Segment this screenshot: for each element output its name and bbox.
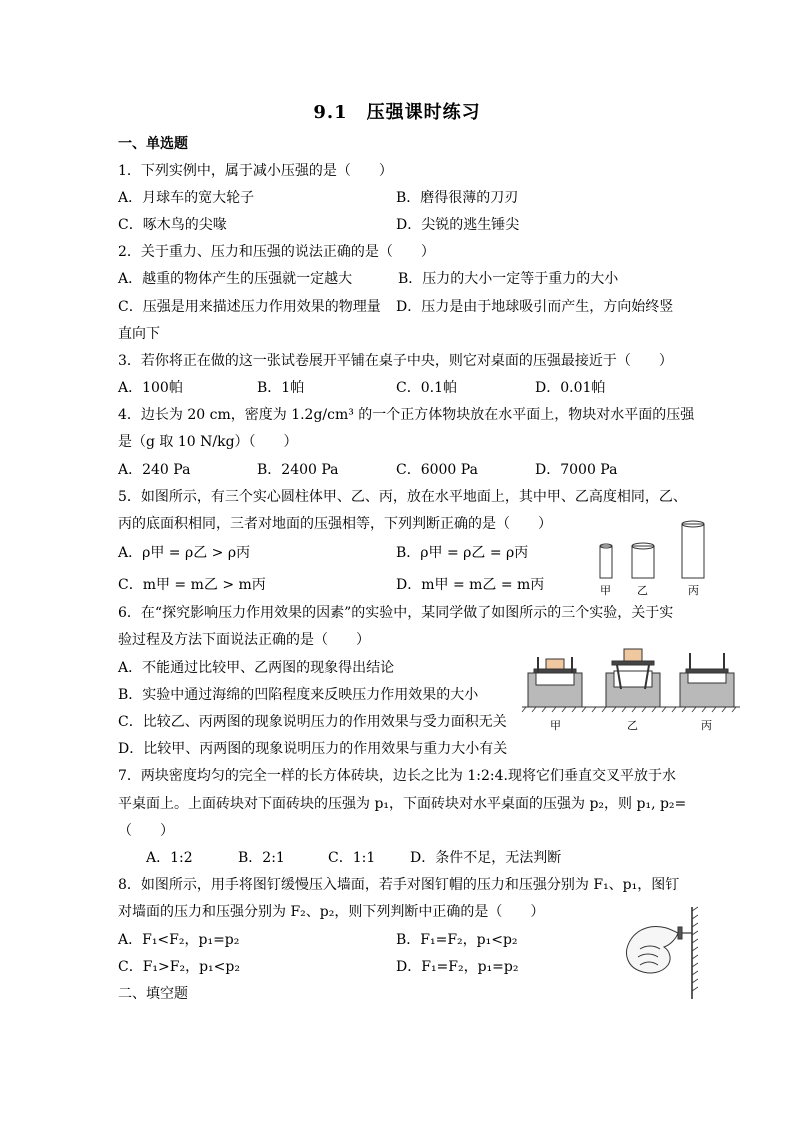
q6-option-d: D．比较甲、丙两图的现象说明压力的作用效果与重力大小有关 xyxy=(118,741,508,757)
q7-option-c: C．1:1 xyxy=(328,850,376,866)
cylinder-label-bing: 丙 xyxy=(688,584,699,597)
q2-option-b: B．压力的大小一定等于重力的大小 xyxy=(398,271,619,287)
q6-stem-line2: 验过程及方法下面说法正确的是（ ） xyxy=(118,632,370,648)
weight-jia xyxy=(546,659,564,669)
q7-option-b: B．2:1 xyxy=(238,850,285,866)
q6-option-c: C．比较乙、丙两图的现象说明压力的作用效果与受力面积无关 xyxy=(118,714,507,730)
q8-option-b: B．F₁=F₂，p₁<p₂ xyxy=(396,932,518,948)
q2-option-d: D．压力是由于地球吸引而产生，方向始终竖 xyxy=(396,299,674,315)
q5-option-c: C．m甲 = m乙 > m丙 xyxy=(118,577,266,593)
q1-option-a: A．月球车的宽大轮子 xyxy=(118,190,255,206)
q3-option-d: D．0.01帕 xyxy=(535,380,606,396)
q5-stem-line2: 丙的底面积相同，三者对地面的压强相等，下列判断正确的是（ ） xyxy=(118,516,552,532)
q8-option-a: A．F₁<F₂，p₁=p₂ xyxy=(118,932,240,948)
q2-option-d-continued: 直向下 xyxy=(118,326,160,342)
sponge-label-jia: 甲 xyxy=(550,719,561,732)
q6-option-b: B．实验中通过海绵的凹陷程度来反映压力作用效果的大小 xyxy=(118,687,479,703)
cylinder-jia xyxy=(600,546,612,578)
page-title: 9.1 压强课时练习 xyxy=(313,102,481,123)
q3-option-a: A．100帕 xyxy=(118,380,183,396)
q3-option-b: B．1帕 xyxy=(257,380,305,396)
q5-option-d: D．m甲 = m乙 = m丙 xyxy=(396,577,545,593)
q1-option-c: C．啄木鸟的尖喙 xyxy=(118,217,227,233)
q4-stem-line2: 是（g 取 10 N/kg）（ ） xyxy=(118,434,298,450)
q8-option-d: D．F₁=F₂，p₁=p₂ xyxy=(396,959,519,975)
q6-sponge-experiment-figure xyxy=(520,645,742,735)
q1-option-d: D．尖锐的逃生锤尖 xyxy=(396,217,520,233)
q6-option-a: A．不能通过比较甲、乙两图的现象得出结论 xyxy=(118,660,395,676)
q6-stem-line1: 6．在“探究影响压力作用效果的因素”的实验中，某同学做了如图所示的三个实验，关于实 xyxy=(118,605,674,621)
q4-option-a: A．240 Pa xyxy=(118,462,191,478)
q1-option-b: B．磨得很薄的刀刃 xyxy=(396,190,519,206)
sponge-label-bing: 丙 xyxy=(701,719,712,732)
q2-option-c: C．压强是用来描述压力作用效果的物理量 xyxy=(118,299,381,315)
q2-stem: 2．关于重力、压力和压强的说法正确的是（ ） xyxy=(118,244,435,260)
hand xyxy=(627,926,679,973)
q8-stem-line2: 对墙面的压力和压强分别为 F₂、p₂，则下列判断中正确的是（ ） xyxy=(118,904,545,920)
q5-cylinders-figure xyxy=(592,516,716,600)
q8-option-c: C．F₁>F₂，p₁<p₂ xyxy=(118,959,240,975)
q7-option-d: D．条件不足，无法判断 xyxy=(410,850,562,866)
cylinder-bing xyxy=(682,524,704,578)
q1-stem: 1．下列实例中，属于减小压强的是（ ） xyxy=(118,163,393,179)
q3-option-c: C．0.1帕 xyxy=(396,380,457,396)
cylinder-yi xyxy=(632,546,654,578)
q7-stem-line1: 7．两块密度均匀的完全一样的长方体砖块，边长之比为 1:2:4.现将它们垂直交叉平放于水 xyxy=(118,768,676,784)
q3-stem: 3．若你将正在做的这一张试卷展开平铺在桌子中央，则它对桌面的压强最接近于（ ） xyxy=(118,353,673,369)
q8-stem-line1: 8．如图所示，用手将图钉缓慢压入墙面，若手对图钉帽的压力和压强分别为 F₁、p₁，图钉 xyxy=(118,877,680,893)
q7-option-a: A．1:2 xyxy=(146,850,193,866)
q7-stem-line2: 平桌面上。上面砖块对下面砖块的压强为 p₁，下面砖块对水平桌面的压强为 p₂，则 p₁, p₂= xyxy=(118,796,687,812)
q8-thumbtack-figure xyxy=(620,905,704,1003)
thumbtack-head xyxy=(678,927,682,939)
q4-option-c: C．6000 Pa xyxy=(396,462,478,478)
q7-stem-line3: （ ） xyxy=(118,823,174,839)
section-heading-fill-blank: 二、填空题 xyxy=(118,986,188,1002)
q5-stem-line1: 5．如图所示，有三个实心圆柱体甲、乙、丙，放在水平地面上，其中甲、乙高度相同，乙、 xyxy=(118,489,687,505)
q4-option-d: D．7000 Pa xyxy=(535,462,618,478)
sponge-label-yi: 乙 xyxy=(627,719,638,732)
q4-option-b: B．2400 Pa xyxy=(257,462,339,478)
section-heading-single-choice: 一、单选题 xyxy=(118,136,188,152)
cylinder-label-jia: 甲 xyxy=(600,584,611,597)
q5-option-a: A．ρ甲 = ρ乙 > ρ丙 xyxy=(118,545,251,561)
weight-yi xyxy=(624,649,642,661)
q2-option-a: A．越重的物体产生的压强就一定越大 xyxy=(118,271,353,287)
q4-stem-line1: 4．边长为 20 cm，密度为 1.2g/cm³ 的一个正方体物块放在水平面上，物块对水平面的压强 xyxy=(118,407,695,423)
cylinder-label-yi: 乙 xyxy=(637,584,648,597)
q5-option-b: B．ρ甲 = ρ乙 = ρ丙 xyxy=(396,545,529,561)
